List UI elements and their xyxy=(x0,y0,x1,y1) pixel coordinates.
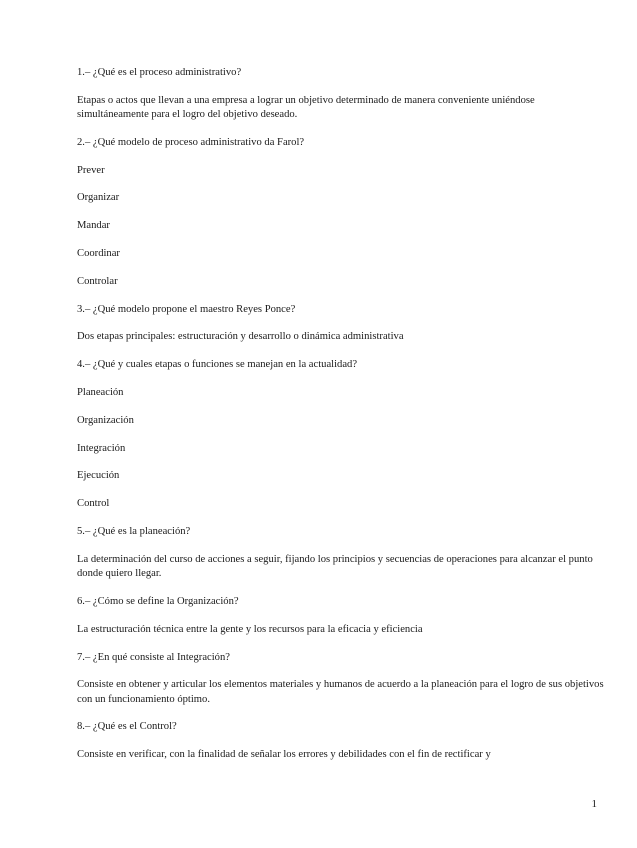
list-item-organizar: Organizar xyxy=(77,192,120,204)
document-body xyxy=(77,66,605,776)
list-item-integracion: Integración xyxy=(77,442,126,454)
list-item-ejecucion: Ejecución xyxy=(77,470,120,482)
list-item-planeacion: Planeación xyxy=(77,387,124,399)
list-item-organizacion: Organización xyxy=(77,414,134,426)
question-2: 2.– ¿Qué modelo de proceso administrativo da Farol? xyxy=(77,136,305,148)
answer-6: La estructuración técnica entre la gente y los recursos para la eficacia y eficiencia xyxy=(77,623,423,635)
answer-7: Consiste en obtener y articular los elementos materiales y humanos de acuerdo a la planeación para el logro de sus objetivos con un funcionamiento óptimo. xyxy=(77,679,604,705)
list-item-prever: Prever xyxy=(77,164,105,176)
answer-8: Consiste en verificar, con la finalidad de señalar los errores y debilidades con el fin de rectificar y xyxy=(77,749,491,761)
answer-1: Etapas o actos que llevan a una empresa a lograr un objetivo determinado de manera conveniente uniéndose simultáneamente para el logro del objetivo deseado. xyxy=(77,94,535,121)
question-7: 7.– ¿En qué consiste al Integración? xyxy=(77,651,230,663)
answer-5: La determinación del curso de acciones a seguir, fijando los principios y secuencias de operaciones para alcanzar el punto donde quiero llegar. xyxy=(77,553,593,580)
list-item-controlar: Controlar xyxy=(77,275,118,287)
page-number: 1 xyxy=(591,798,597,810)
list-item-mandar: Mandar xyxy=(77,220,110,232)
list-item-coordinar: Coordinar xyxy=(77,248,120,260)
question-4: 4.– ¿Qué y cuales etapas o funciones se manejan en la actualidad? xyxy=(77,359,358,371)
answer-3: Dos etapas principales: estructuración y desarrollo o dinámica administrativa xyxy=(77,331,404,343)
question-3: 3.– ¿Qué modelo propone el maestro Reyes Ponce? xyxy=(77,303,296,315)
list-item-control: Control xyxy=(77,498,110,510)
question-8: 8.– ¿Qué es el Control? xyxy=(77,721,177,733)
question-5: 5.– ¿Qué es la planeación? xyxy=(77,526,191,538)
question-6: 6.– ¿Cómo se define la Organización? xyxy=(77,595,239,607)
question-1: 1.– ¿Qué es el proceso administrativo? xyxy=(77,67,242,78)
